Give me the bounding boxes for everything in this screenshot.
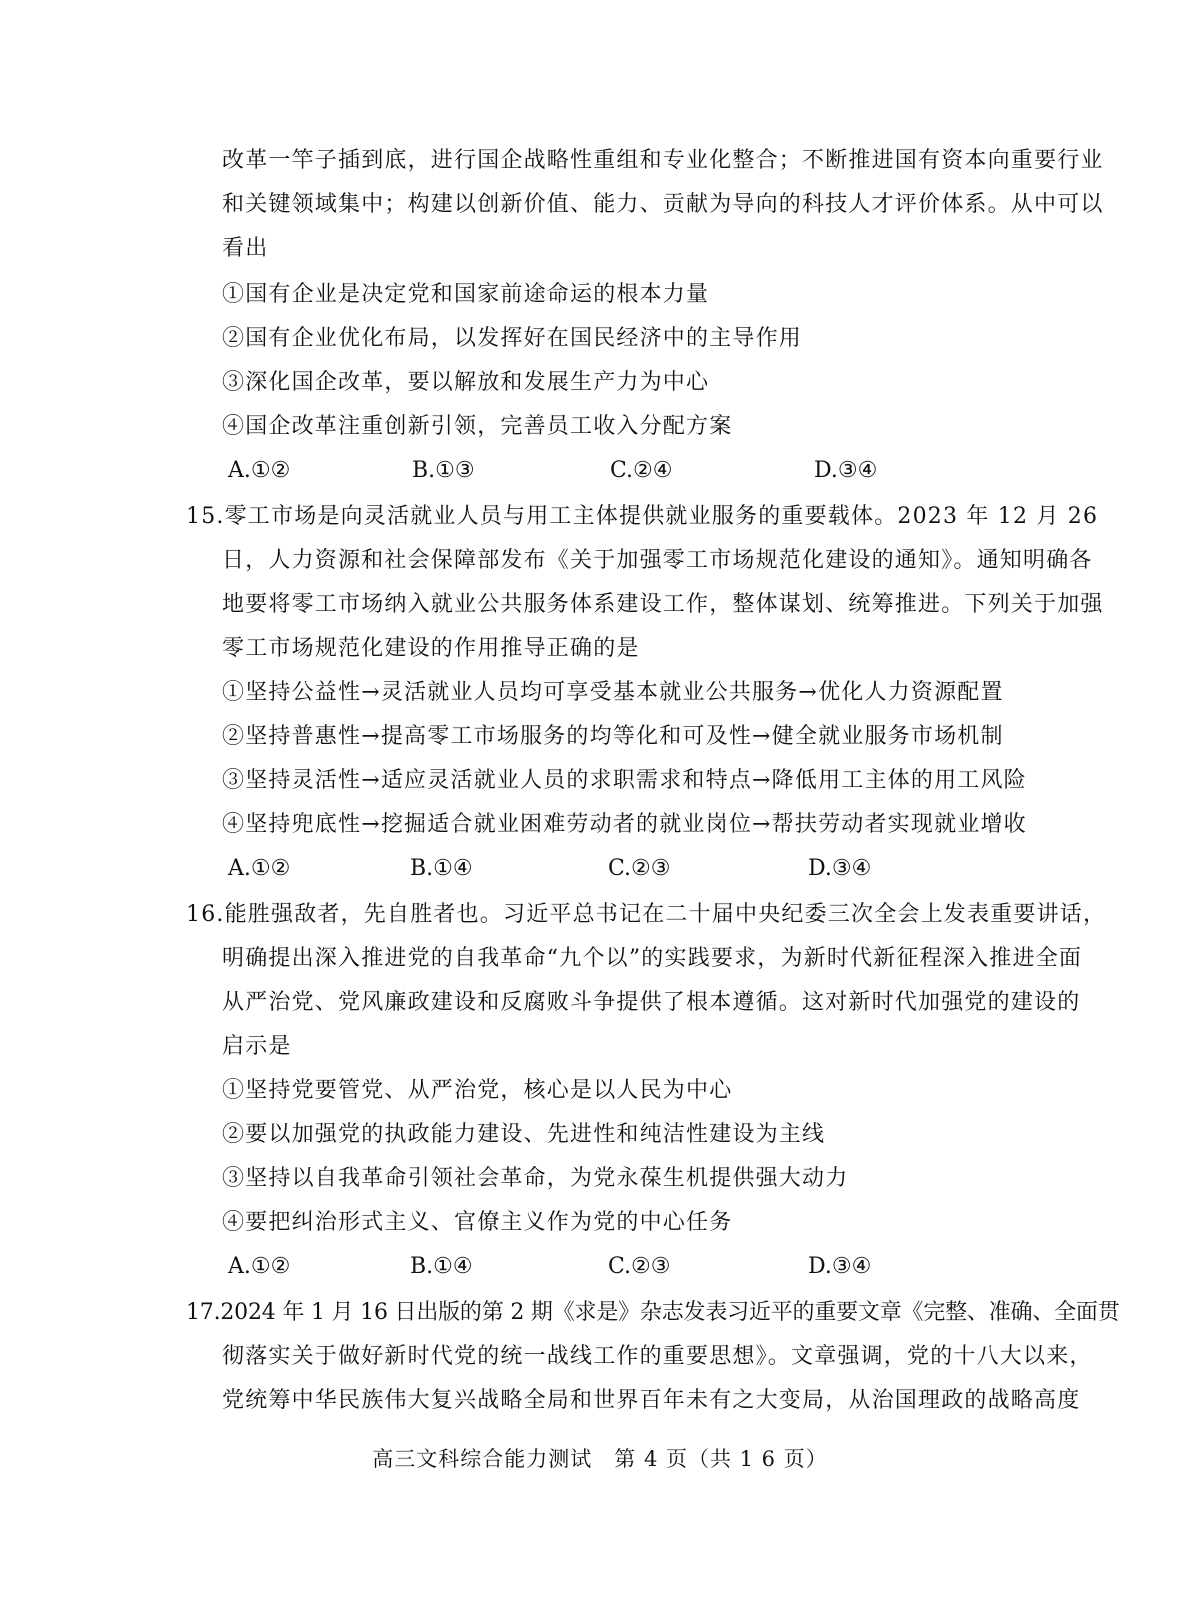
q15-option-d: D.③④ — [808, 856, 872, 881]
q14-text-line: 和关键领域集中；构建以创新价值、能力、贡献为导向的科技人才评价体系。从中可以 — [222, 192, 1104, 217]
q14-option-c: C.②④ — [610, 458, 673, 483]
q15-option-a: A.①② — [228, 856, 291, 881]
q14-text-line: 看出 — [222, 236, 269, 261]
q15-statement-3: ③坚持灵活性→适应灵活就业人员的求职需求和特点→降低用工主体的用工风险 — [222, 768, 1027, 793]
q16-text-line: 明确提出深入推进党的自我革命“九个以”的实践要求，为新时代新征程深入推进全面 — [222, 946, 1083, 971]
q16-text-line: 16.能胜强敌者，先自胜者也。习近平总书记在二十届中央纪委三次全会上发表重要讲话， — [186, 902, 1107, 927]
q16-statement-4: ④要把纠治形式主义、官僚主义作为党的中心任务 — [222, 1210, 733, 1235]
q15-statement-2: ②坚持普惠性→提高零工市场服务的均等化和可及性→健全就业服务市场机制 — [222, 724, 1004, 749]
q16-statement-1: ①坚持党要管党、从严治党，核心是以人民为中心 — [222, 1078, 733, 1103]
q16-text-line: 启示是 — [222, 1034, 292, 1059]
q16-option-b: B.①④ — [410, 1254, 473, 1279]
q15-text-line: 日，人力资源和社会保障部发布《关于加强零工市场规范化建设的通知》。通知明确各 — [222, 548, 1093, 573]
q14-text-line: 改革一竿子插到底，进行国企战略性重组和专业化整合；不断推进国有资本向重要行业 — [222, 148, 1104, 173]
page-footer: 高三文科综合能力测试 第 4 页（共 1 6 页） — [372, 1447, 828, 1471]
q17-text-line: 党统筹中华民族伟大复兴战略全局和世界百年未有之大变局，从治国理政的战略高度 — [222, 1388, 1081, 1413]
q15-text-line: 地要将零工市场纳入就业公共服务体系建设工作，整体谋划、统筹推进。下列关于加强 — [222, 592, 1104, 617]
q16-statement-2: ②要以加强党的执政能力建设、先进性和纯洁性建设为主线 — [222, 1122, 826, 1147]
q15-text-line: 15.零工市场是向灵活就业人员与用工主体提供就业服务的重要载体。2023 年 12 月 26 — [186, 504, 1099, 529]
q15-statement-1: ①坚持公益性→灵活就业人员均可享受基本就业公共服务→优化人力资源配置 — [222, 680, 1004, 705]
q14-statement-2: ②国有企业优化布局，以发挥好在国民经济中的主导作用 — [222, 326, 803, 351]
q15-statement-4: ④坚持兜底性→挖掘适合就业困难劳动者的就业岗位→帮扶劳动者实现就业增收 — [222, 812, 1027, 837]
q15-text-line: 零工市场规范化建设的作用推导正确的是 — [222, 636, 640, 661]
q16-option-c: C.②③ — [608, 1254, 671, 1279]
q16-text-line: 从严治党、党风廉政建设和反腐败斗争提供了根本遵循。这对新时代加强党的建设的 — [222, 990, 1081, 1015]
q14-option-a: A.①② — [228, 458, 291, 483]
q15-option-b: B.①④ — [410, 856, 473, 881]
q14-statement-3: ③深化国企改革，要以解放和发展生产力为中心 — [222, 370, 710, 395]
q17-text-line: 17.2024 年 1 月 16 日出版的第 2 期《求是》杂志发表习近平的重要文章《完整、准确、全面贯 — [186, 1300, 1120, 1325]
q14-statement-1: ①国有企业是决定党和国家前途命运的根本力量 — [222, 282, 710, 307]
q16-option-d: D.③④ — [808, 1254, 872, 1279]
q14-statement-4: ④国企改革注重创新引领，完善员工收入分配方案 — [222, 414, 733, 439]
q16-option-a: A.①② — [228, 1254, 291, 1279]
q14-option-b: B.①③ — [412, 458, 475, 483]
q16-statement-3: ③坚持以自我革命引领社会革命，为党永葆生机提供强大动力 — [222, 1166, 849, 1191]
q15-option-c: C.②③ — [608, 856, 671, 881]
q17-text-line: 彻落实关于做好新时代党的统一战线工作的重要思想》。文章强调，党的十八大以来， — [222, 1344, 1093, 1369]
q14-option-d: D.③④ — [814, 458, 878, 483]
